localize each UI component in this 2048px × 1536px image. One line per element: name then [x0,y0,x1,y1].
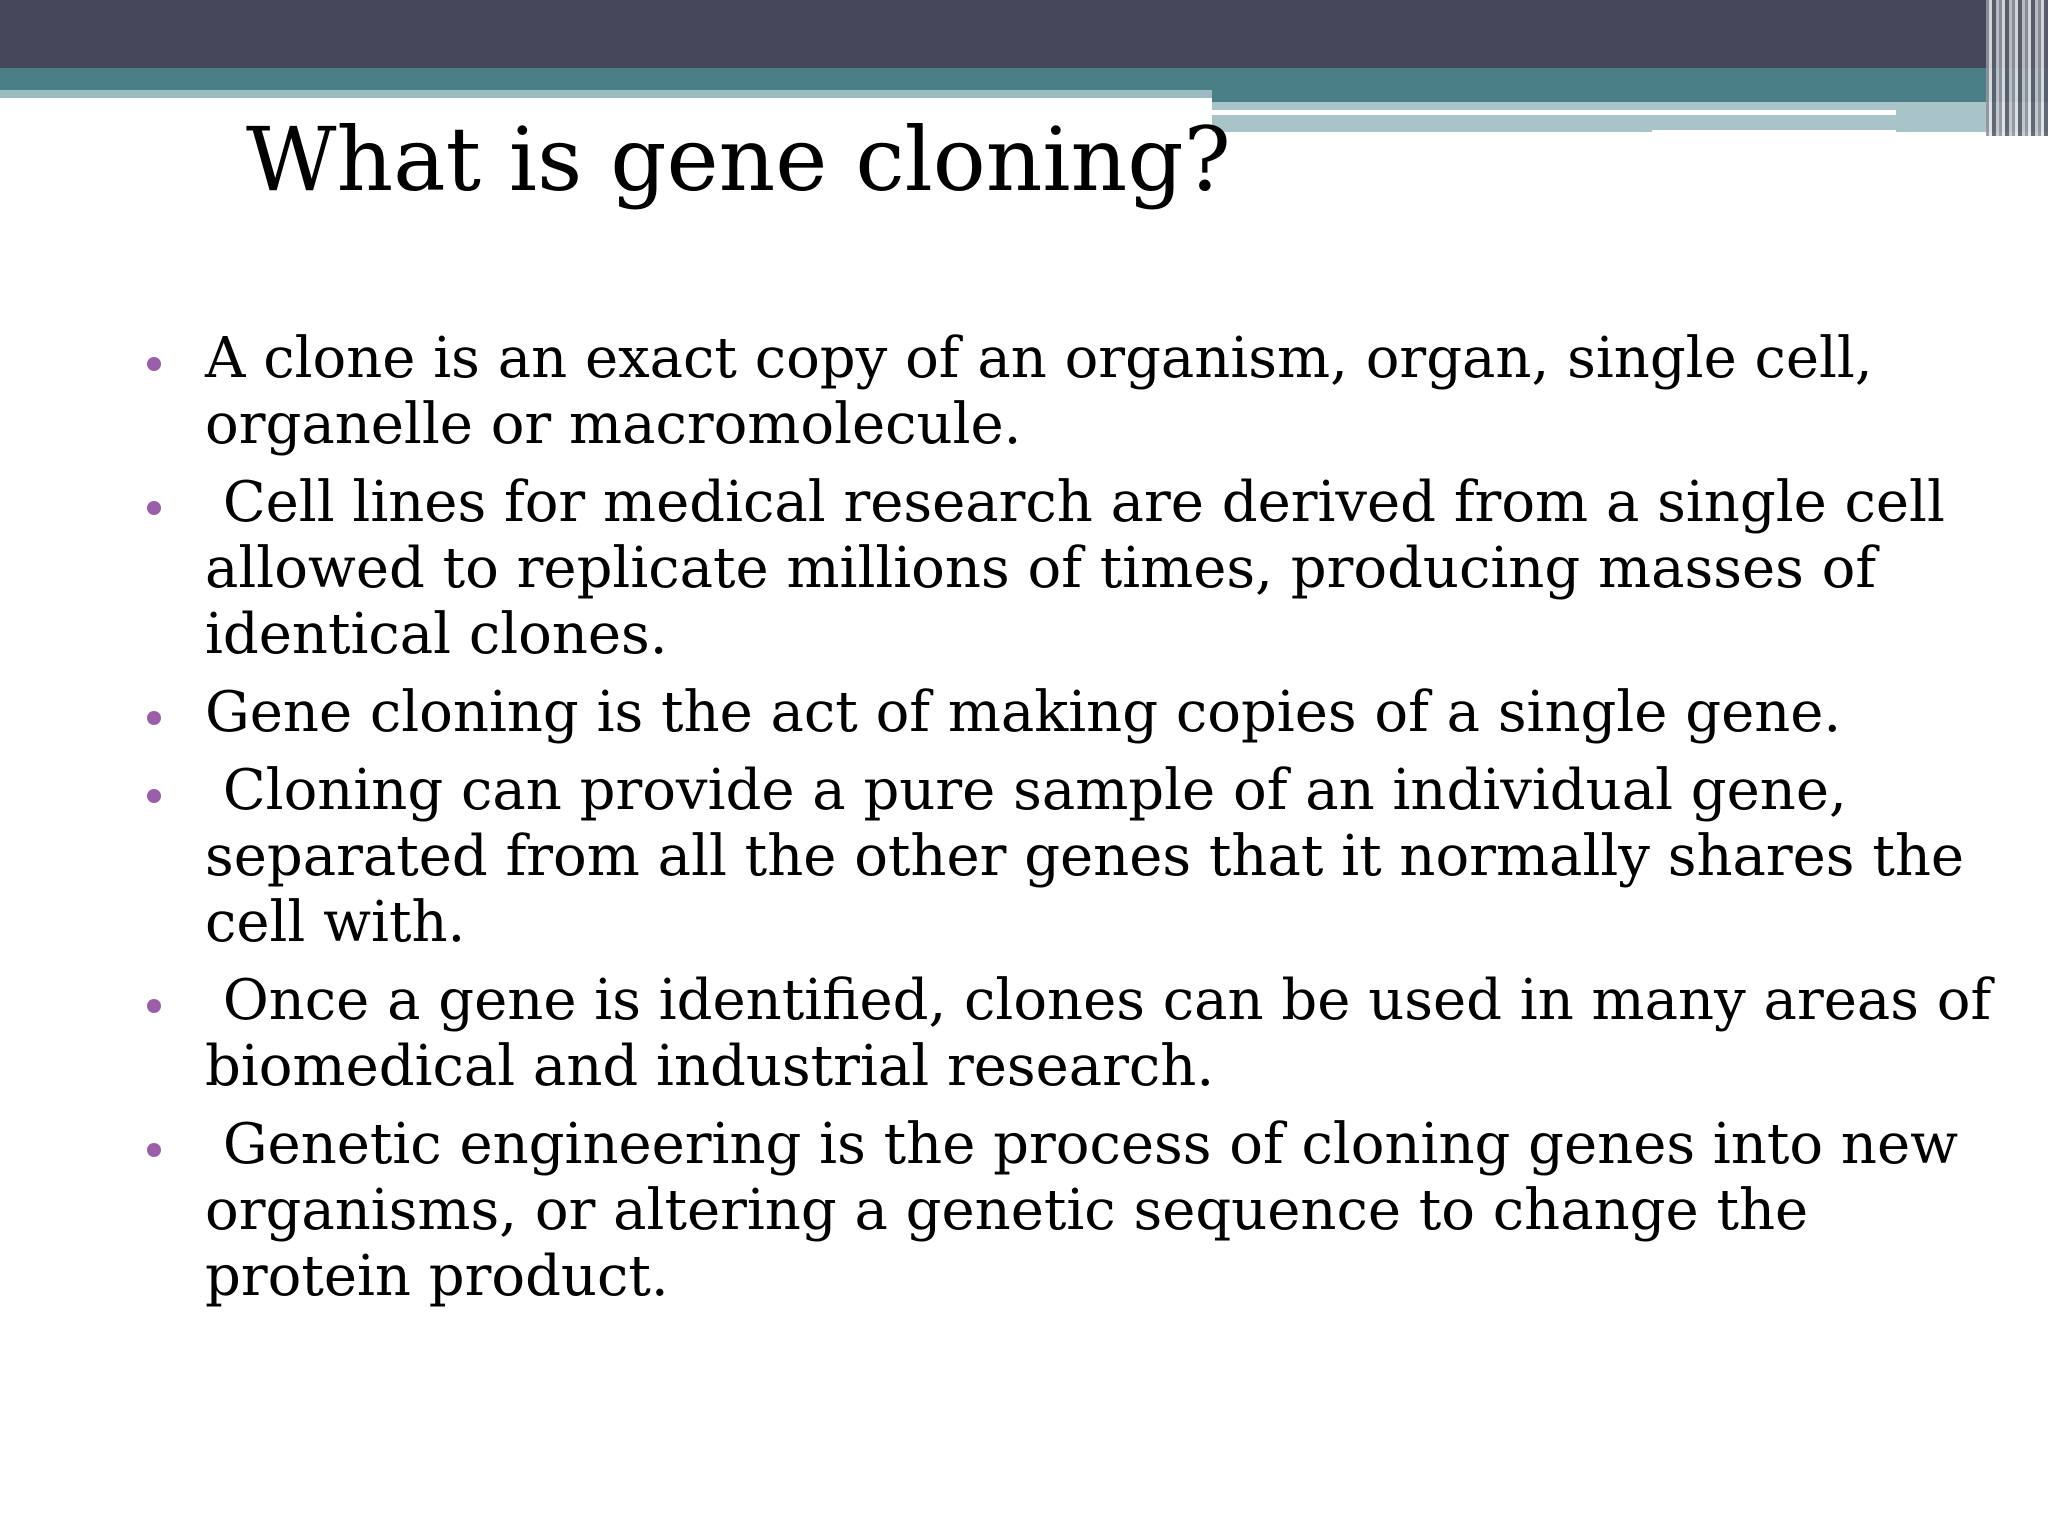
header-banner-light-strip [0,90,1212,98]
bullet-item [145,758,2015,956]
header-banner-dark [0,0,2048,68]
header-banner-right-light [1212,102,2048,132]
bullet-item [145,1112,2015,1310]
bullet-dot-icon [147,789,161,803]
bullet-text: Genetic engineering is the process of cloning genes into new organisms, or altering a genetic sequence to change the protein product. [205,1112,1976,1309]
header-banner-right-block [1212,90,2048,102]
header-accent-line [1212,110,1896,115]
bullet-item [145,680,2015,746]
bullet-text: Cell lines for medical research are derived from a single cell allowed to replicate millions of times, producing masses of identical clones. [205,470,1963,667]
bullet-dot-icon [147,999,161,1013]
bullet-text: A clone is an exact copy of an organism, organ, single cell, organelle or macromolecule. [205,326,1891,457]
bullet-list [145,326,2015,1322]
bullet-dot-icon [147,357,161,371]
header-stripes-decoration [1986,0,2048,136]
bullet-text: Once a gene is identified, clones can be used in many areas of biomedical and industrial research. [205,968,2010,1099]
bullet-dot-icon [147,501,161,515]
bullet-item [145,470,2015,668]
header-banner-teal [0,68,2048,90]
bullet-item [145,326,2015,458]
bullet-item [145,968,2015,1100]
bullet-text: Gene cloning is the act of making copies of a single gene. [205,680,1842,745]
bullet-dot-icon [147,1143,161,1157]
bullet-text: Cloning can provide a pure sample of an individual gene, separated from all the other genes that it normally shares the cell with. [205,758,1982,955]
bullet-dot-icon [147,711,161,725]
slide-title: What is gene cloning? [246,108,1231,211]
header-accent-line-short [1652,130,1896,136]
